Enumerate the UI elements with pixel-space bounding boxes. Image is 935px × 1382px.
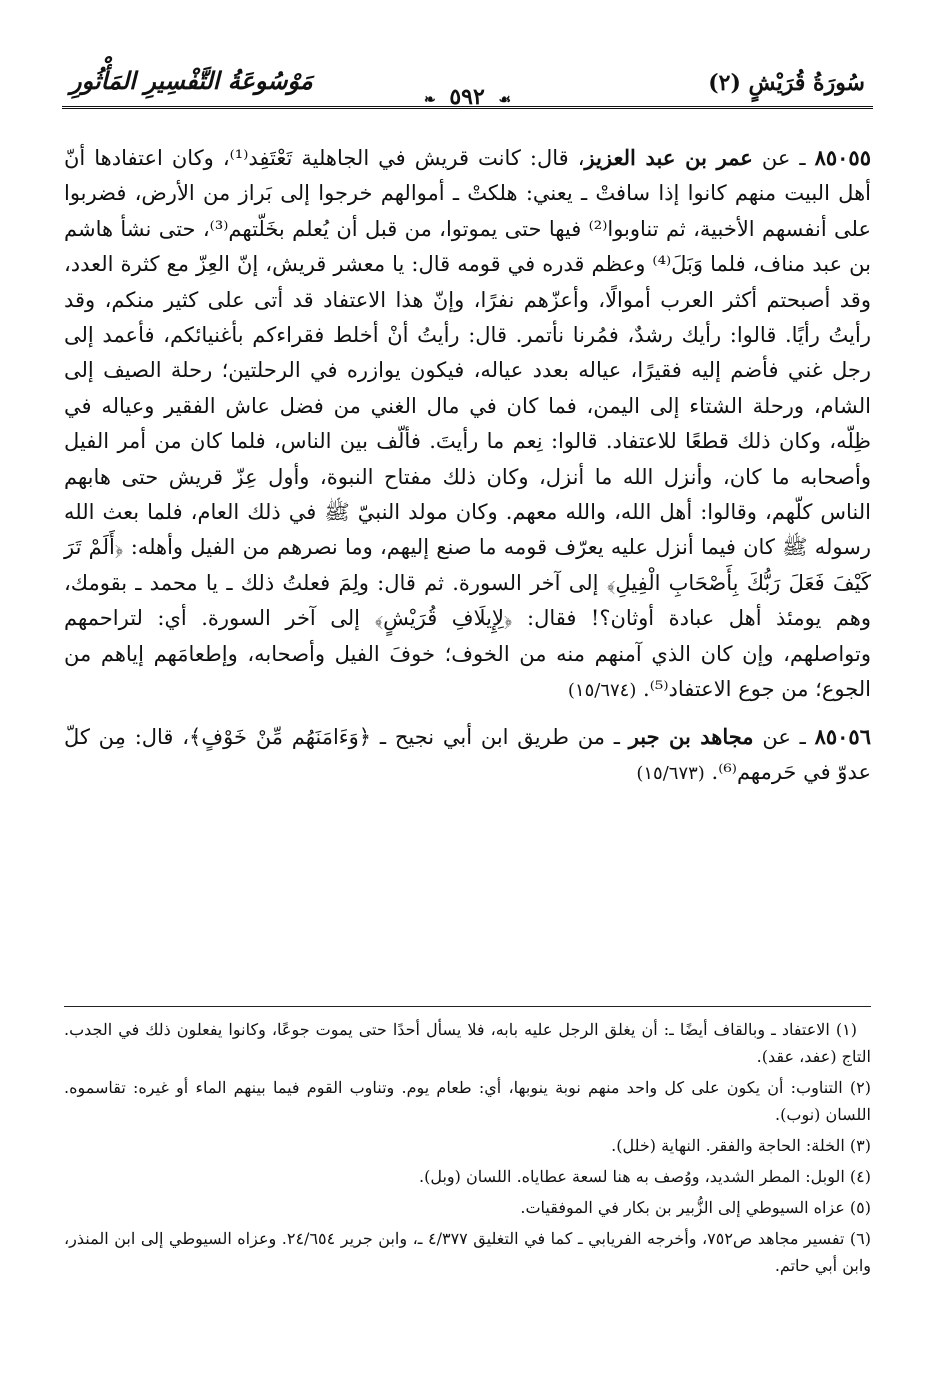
page-number: ٥٩٢ [449, 84, 485, 110]
entry-narrator: مجاهد بن جبر [628, 723, 754, 749]
footnote-divider [64, 1006, 871, 1007]
entry-dash: ـ [790, 724, 815, 749]
footnote: (٦) تفسير مجاهد ص٧٥٢، وأخرجه الفريابي ـ كما في التغليق ٤/٣٧٧ ـ، وابن جرير ٢٤/٦٥٤. وعزاه السيوطي إلى ابن المنذر، وابن أبي حاتم. [64, 1229, 872, 1275]
surah-title: سُورَةُ قُرَيْشٍ (٢) [708, 70, 865, 96]
entry-citation: (١٥/٦٧٣) [636, 762, 705, 784]
entry-citation: (١٥/٦٧٤) [567, 680, 637, 702]
footnote: (٤) الوبل: المطر الشديد، ووُصف به هنا لسعة عطاياه. اللسان (وبل). [419, 1167, 871, 1186]
hadith-entry [64, 719, 871, 792]
entry-dash: ـ [790, 146, 815, 170]
entry-text: ـ من طريق ابن أبي نجيح ـ ﴿وَءَامَنَهُم مِّنْ خَوْفٍ﴾، قال: مِن كلّ عدوّ في حَرمهم⁽⁶⁾. [64, 724, 871, 784]
footnote: (٢) التناوب: أن يكون على كل واحد منهم نوبة ينوبها، أي: طعام يوم. وتناوب القوم فيما بينهم الماء أو غيره: تقاسموه. اللسان (نوب). [64, 1078, 871, 1124]
ornament-icon: ❧ [423, 92, 436, 108]
entry-text: ، قال: كانت قريش في الجاهلية تَعْتَفِد⁽¹⁾، وكان اعتفادها أنّ أهل البيت منهم كانوا إذا سافتْ ـ يعني: هلكتْ ـ أموالهم خرجوا إلى بَراز من الأرض، فضربوا على أنفسهم الأخبية، ثم تناوبوا⁽²⁾ فيها حتى يموتوا، من قبل أن يُعلم بخَلّتهم⁽³⁾، حتى نشأ هاشم بن عبد مناف، فلما وَبَلَ⁽⁴⁾ وعظم قدره في قومه قال: يا معشر قريش، إنّ العِزّ مع كثرة العدد، وقد أصبحتم أكثر العرب أموالًا، وأعزّهم نفرًا، وإنّ هذا الاعتفاد قد أتى على كثير منكم، وقد رأيتُ رأيًا. قالوا: رأيك رشدٌ، فمُرنا نأتمر. قال: رأيتُ أنْ أخلط فقراءكم بأغنيائكم، فأعمد إلى رجل غني فأضم إليه فقيرًا، عياله بعدد عياله، فيكون يوازره في الرحلتين؛ رحلة الصيف إلى الشام، ورحلة الشتاء إلى اليمن، فما كان في مال الغني من فضل عاش الفقير وعياله في ظِلّه، وكان ذلك قطعًا للاعتفاد. قالوا: نِعم ما رأيتَ. فألّف بين الناس، فلما كان من أمر الفيل وأصحابه ما كان، وأنزل الله ما أنزل، وكان ذلك مفتاح النبوة، وأول عِزّ قريش حتى هابهم الناس كلّهم، وقالوا: أهل الله، والله معهم. وكان مولد النبيّ ﷺ في ذلك العام، فلما بعث الله رسوله ﷺ كان فيما أنزل عليه يعرّف قومه ما صنع إليهم، وما نصرهم من الفيل وأهله: ﴿أَلَمْ تَرَ كَيْفَ فَعَلَ رَبُّكَ بِأَصْحَابِ الْفِيلِ﴾ إلى آخر السورة. ثم قال: ولِمَ فعلتُ ذلك ـ يا محمد ـ بقومك، وهم يومئذ أهل عبادة أوثان؟! فقال: ﴿لِإِيلَافِ قُرَيْشٍ﴾ إلى آخر السورة. أي: لتراحمهم وتواصلهم، وإن كان الذي آمنهم منه من الخوف؛ خوفَ الفيل وأصحابه، وإطعامَهم إياهم من الجوع؛ من جوع الاعتفاد⁽⁵⁾. [64, 146, 871, 702]
entry-intro: عن [753, 724, 791, 749]
footnote: (٣) الخلة: الحاجة والفقر. النهاية (خلل). [611, 1136, 871, 1155]
entry-narrator: عمر بن عبد العزيز [584, 145, 753, 170]
entry-intro: عن [752, 146, 791, 170]
entry-number: ٨٥٠٥٥ [814, 145, 871, 170]
hadith-entry [64, 140, 871, 709]
entry-number: ٨٥٠٥٦ [814, 723, 871, 749]
book-title: مَوْسُوعَةُ التَّفْسِيرِ المَأْثُورِ [70, 66, 313, 95]
ornament-icon: ☙ [498, 92, 512, 108]
footnote: (١) الاعتفاد ـ وبالقاف أيضًا ـ: أن يغلق الرجل عليه بابه، فلا يسأل أحدًا حتى يموت جوعًا، وكانوا يفعلون ذلك في الجدب. التاج (عفد، عقد). [64, 1020, 871, 1066]
header-rule [62, 106, 873, 109]
footnote: (٥) عزاه السيوطي إلى الزُّبير بن بكار في الموفقيات. [520, 1198, 871, 1217]
main-text [64, 140, 871, 791]
footnotes [64, 1016, 871, 1283]
page-header [62, 58, 873, 114]
